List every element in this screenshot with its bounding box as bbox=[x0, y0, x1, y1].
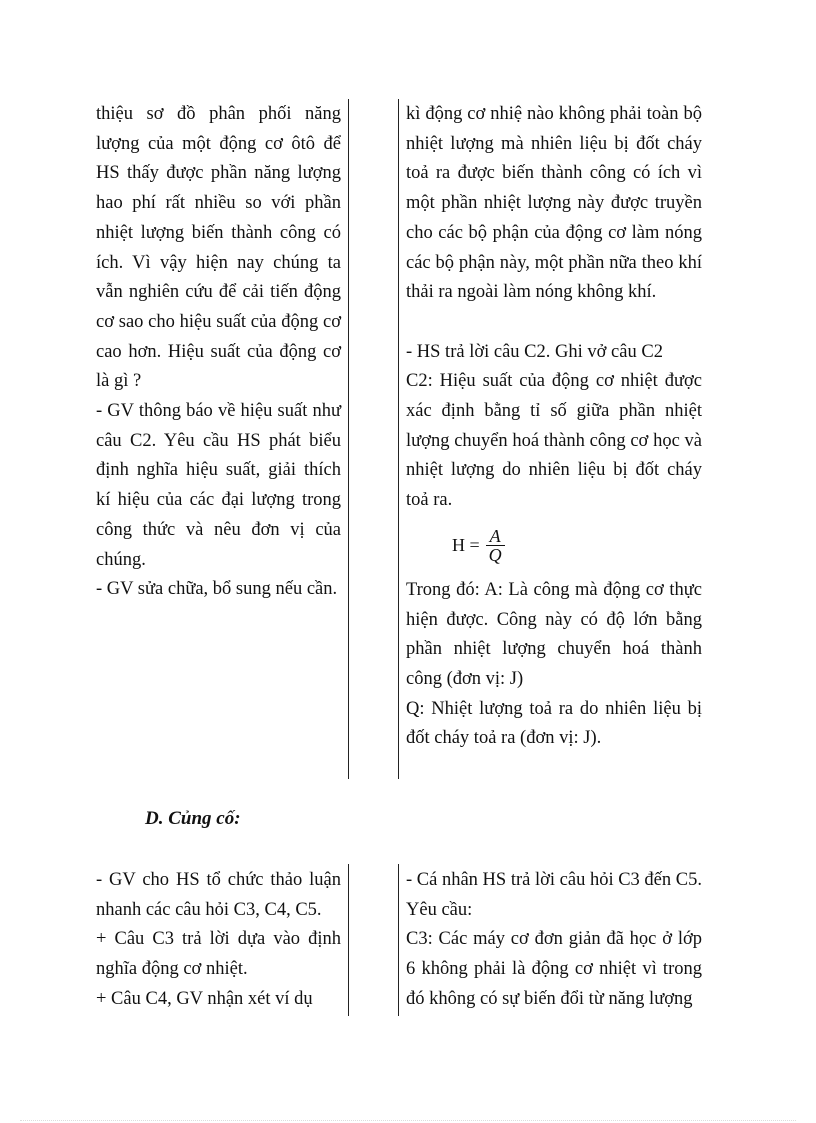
table-divider-left bbox=[348, 864, 349, 1016]
left-paragraph: + Câu C4, GV nhận xét ví dụ bbox=[96, 988, 313, 1009]
formula-fraction bbox=[486, 527, 505, 564]
left-paragraph: + Câu C3 trả lời dựa vào định nghĩa động cơ nhiệt. bbox=[96, 929, 341, 980]
table-divider-right bbox=[398, 99, 399, 779]
section1-left-column bbox=[96, 100, 341, 605]
right-paragraph: - Cá nhân HS trả lời câu hỏi C3 đến C5. Yêu cầu: bbox=[406, 870, 702, 920]
left-paragraph: - GV thông báo về hiệu suất như câu C2. Yêu cầu HS phát biểu định nghĩa hiệu suất, giải thích kí hiệu của các đại lượng trong công thức và nêu đơn vị của chúng. bbox=[96, 401, 341, 570]
section1-right-column bbox=[406, 100, 702, 754]
formula-denominator: Q bbox=[486, 545, 505, 564]
right-paragraph: C2: Hiệu suất của động cơ nhiệt được xác định bằng tỉ số giữa phần nhiệt lượng chuyển hoá thành công cơ học và nhiệt lượng do nhiên liệu bị đốt cháy toả ra. bbox=[406, 371, 702, 511]
section2-right-column bbox=[406, 866, 702, 1015]
left-paragraph: - GV sửa chữa, bổ sung nếu cần. bbox=[96, 579, 338, 600]
left-paragraph: - GV cho HS tổ chức thảo luận nhanh các câu hỏi C3, C4, C5. bbox=[96, 870, 341, 920]
right-paragraph: - HS trả lời câu C2. Ghi vở câu C2 bbox=[406, 341, 663, 362]
right-paragraph: Q: Nhiệt lượng toả ra do nhiên liệu bị đốt cháy toả ra (đơn vị: J). bbox=[406, 698, 702, 749]
formula-numerator: A bbox=[489, 526, 501, 547]
blank-line bbox=[406, 308, 702, 338]
left-paragraph: thiệu sơ đồ phân phối năng lượng của một động cơ ôtô để HS thấy được phần năng lượng hao phí rất nhiều so với phần nhiệt lượng biến thành công có ích. Vì vậy hiện nay chúng ta vẫn nghiên cứu để cải tiến động cơ sao cho hiệu suất của động cơ cao hơn. Hiệu suất của động cơ là gì ? bbox=[96, 104, 341, 392]
formula-lhs: H = bbox=[452, 534, 480, 555]
table-divider-right bbox=[398, 864, 399, 1016]
right-paragraph: C3: Các máy cơ đơn giản đã học ở lớp 6 không phải là động cơ nhiệt vì trong đó không có sự biến đổi từ năng lượng bbox=[406, 929, 702, 1009]
right-paragraph: Trong đó: A: Là công mà động cơ thực hiện được. Công này có độ lớn bằng phần nhiệt lượng chuyển hoá thành công (đơn vị: J) bbox=[406, 579, 702, 689]
table-divider-left bbox=[348, 99, 349, 779]
right-paragraph: kì động cơ nhiệ nào không phải toàn bộ nhiệt lượng mà nhiên liệu bị đốt cháy toả ra được biến thành công có ích vì một phần nhiệt lượng này được truyền cho các bộ phận của động cơ làm nóng các bộ phận này, một phần nữa theo khí thải ra ngoài làm nóng không khí. bbox=[406, 104, 702, 303]
page-footer-rule bbox=[20, 1120, 796, 1121]
section-heading: D. Củng cố: bbox=[145, 808, 241, 829]
section2-left-column bbox=[96, 866, 341, 1015]
efficiency-formula bbox=[406, 516, 702, 576]
